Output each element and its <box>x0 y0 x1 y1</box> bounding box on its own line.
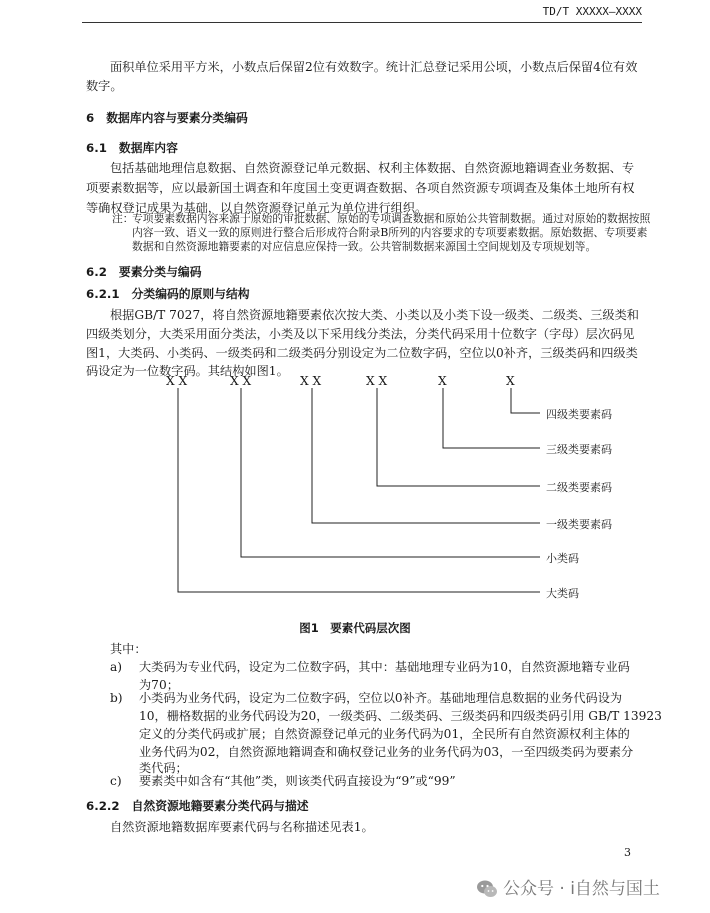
section-number: 6.1 <box>86 141 107 155</box>
label-major-class: 大类码 <box>546 587 579 600</box>
connector-level2 <box>377 388 540 486</box>
connector-level4 <box>511 388 540 413</box>
page-number: 3 <box>624 846 631 859</box>
label-minor-class: 小类码 <box>546 552 579 565</box>
list-item-b-line-4: 业务代码为02，自然资源地籍调查和确权登记业务的业务代码为03，一至四级类码为要素分 <box>139 745 634 759</box>
section-title: 分类编码的原则与结构 <box>131 287 250 301</box>
label-level4: 四级类要素码 <box>546 408 612 421</box>
sec621-line-2: 四级类划分，大类采用面分类法，小类及以下采用线分类法，分类代码采用十位数字（字母）层次码见 <box>86 327 635 341</box>
list-item-b-line-1: 小类码为业务代码，设定为二位数字码，空位以0补齐。基础地理信息数据的业务代码设为 <box>139 691 623 705</box>
sec621-line-4: 码设定为一位数字码。其结构如图1。 <box>86 364 289 378</box>
section-number: 6 <box>86 111 95 125</box>
list-marker-b: b) <box>110 691 123 705</box>
intro-line-2: 数字。 <box>86 79 123 93</box>
code-minor-class: X X <box>230 374 252 388</box>
section-title: 自然资源地籍要素分类代码与描述 <box>131 799 309 813</box>
section-number: 6.2.2 <box>86 799 120 813</box>
note-line-1: 专项要素数据内容来源于原始的审批数据、原始的专项调查数据和原始公共管制数据。通过对原始的数据按照 <box>132 212 651 225</box>
connector-minor-class <box>241 388 540 557</box>
wechat-icon <box>476 878 498 900</box>
label-level3: 三级类要素码 <box>546 443 612 456</box>
watermark <box>476 874 660 900</box>
sec61-line-2: 项要素数据等，应以最新国土调查和年度国土变更调查数据、各项自然资源专项调查及集体土地所有权 <box>86 181 635 195</box>
list-marker-a: a) <box>110 660 123 674</box>
section-title: 数据库内容与要素分类编码 <box>106 111 248 125</box>
note-line-3: 数据和自然资源地籍要素的对应信息应保持一致。公共管制数据来源国土空间规划及专项规划等。 <box>132 240 597 253</box>
list-item-c-line-1: 要素类中如含有“其他”类，则该类代码直接设为“9”或“99” <box>139 774 456 788</box>
section-title: 数据库内容 <box>118 141 178 155</box>
section-number: 6.2.1 <box>86 287 120 301</box>
connector-level1 <box>312 388 540 523</box>
note-line-2: 内容一致、语义一致的原则进行整合后形成符合附录B所列的内容要求的专项要素数据。原始数据、专项要素 <box>132 226 648 239</box>
note-label: 注： <box>112 212 134 225</box>
sec61-line-1: 包括基础地理信息数据、自然资源登记单元数据、权利主体数据、自然资源地籍调查业务数据、专 <box>110 161 635 175</box>
section-6-2-2-heading <box>86 797 309 814</box>
figure-caption: 图1 要素代码层次图 <box>299 621 411 635</box>
code-major-class: X X <box>166 374 188 388</box>
list-item-a-line-2: 为70； <box>139 678 179 692</box>
code-level4: X <box>506 374 515 388</box>
label-level1: 一级类要素码 <box>546 518 612 531</box>
document-code: TD/T XXXXX—XXXX <box>542 5 642 18</box>
list-item-b-line-3: 定义的分类代码或扩展；自然资源登记单元的业务代码为01，全民所有自然资源权利主体的 <box>139 727 630 741</box>
intro-line-1: 面积单位采用平方米，小数点后保留2位有效数字。统计汇总登记采用公顷，小数点后保留4位有效 <box>110 60 638 74</box>
label-level2: 二级类要素码 <box>546 481 612 494</box>
list-item-b-line-5: 类代码； <box>139 761 188 775</box>
sec621-line-1: 根据GB/T 7027，将自然资源地籍要素依次按大类、小类以及小类下设一级类、二级类、三级类和 <box>110 308 639 322</box>
sec622-line: 自然资源地籍数据库要素代码与名称描述见表1。 <box>110 820 374 834</box>
sec61-line-3: 等确权登记成果为基础，以自然资源登记单元为单位进行组织。 <box>86 201 428 215</box>
section-number: 6.2 <box>86 265 107 279</box>
section-title: 要素分类与编码 <box>118 265 202 279</box>
list-item-a-line-1: 大类码为专业代码，设定为二位数字码，其中：基础地理专业码为10，自然资源地籍专业码 <box>139 660 630 674</box>
watermark-text: 公众号 · i自然与国土 <box>503 879 660 899</box>
code-level2: X X <box>366 374 388 388</box>
list-marker-c: c) <box>110 774 122 788</box>
code-level1: X X <box>300 374 322 388</box>
sec621-line-3: 图1，大类码、小类码、一级类码和二级类码分别设定为二位数字码，空位以0补齐，三级类码和四级类 <box>86 346 638 360</box>
connector-level3 <box>443 388 540 448</box>
connector-major-class <box>178 388 540 592</box>
code-level3: X <box>438 374 447 388</box>
list-intro: 其中： <box>110 642 147 656</box>
list-item-b-line-2: 10，栅格数据的业务代码设为20，一级类码、二级类码、三级类码和四级类码引用 GB/T 13923 <box>139 709 662 723</box>
